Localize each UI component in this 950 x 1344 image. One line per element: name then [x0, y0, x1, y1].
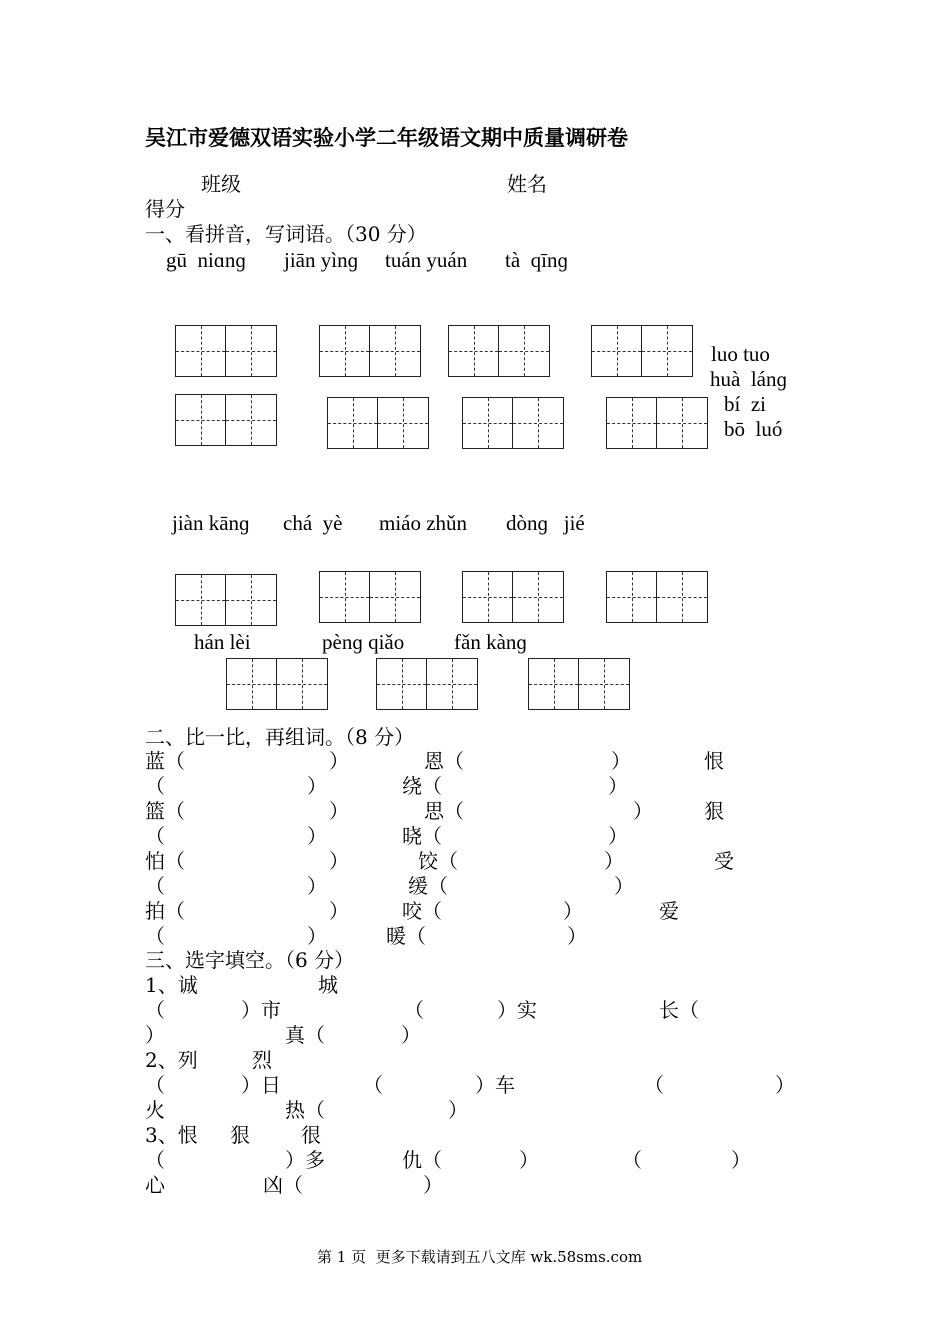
- writing-grid[interactable]: [319, 325, 421, 377]
- bracket-close: ）: [401, 1023, 421, 1047]
- pinyin-taqing: tà qīnɡ: [505, 248, 568, 272]
- word-group-char: 晓（: [402, 824, 442, 848]
- bracket-open: （: [363, 1073, 383, 1097]
- bracket-close: ）: [608, 824, 628, 848]
- bracket-close: ）: [448, 1098, 468, 1122]
- writing-grid[interactable]: [175, 325, 277, 377]
- word-group-char: 绕（: [402, 774, 442, 798]
- bracket-close: ）: [563, 899, 583, 923]
- bracket-close: ）: [329, 849, 349, 873]
- section1-heading: 一、看拼音，写词语。（30 分）: [145, 222, 427, 246]
- choice-chars: 3、恨: [145, 1123, 198, 1147]
- bracket-close: ）: [608, 774, 628, 798]
- bracket-close: ）: [329, 899, 349, 923]
- writing-grid[interactable]: [606, 397, 708, 449]
- bracket-open: （: [145, 774, 165, 798]
- pinyin-tuanyuan: tuán yuán: [385, 248, 468, 272]
- fill-word: 长（: [659, 998, 699, 1022]
- bracket-close: ）: [567, 924, 587, 948]
- writing-grid[interactable]: [462, 397, 564, 449]
- word-group-char: 思（: [424, 799, 464, 823]
- choice-chars: 2、列: [145, 1048, 198, 1072]
- writing-grid[interactable]: [606, 571, 708, 623]
- fill-word: 仇（: [402, 1148, 442, 1172]
- fill-word: 热（: [285, 1098, 325, 1122]
- pinyin-miaozhun: miáo zhǔn: [379, 511, 468, 535]
- word-group-char: 拍（: [145, 899, 185, 923]
- choice-chars: 1、诚: [145, 973, 198, 997]
- writing-grid[interactable]: [226, 658, 328, 710]
- pinyin-hanlei: hán lèi: [194, 630, 251, 654]
- word-group-char: 饺（: [418, 849, 458, 873]
- fill-word: ）市: [241, 998, 281, 1022]
- bracket-close: ）: [145, 1023, 165, 1047]
- pinyin-jiankang: jiàn kānɡ: [172, 511, 250, 535]
- pinyin-chaye: chá yè: [283, 511, 343, 535]
- pinyin-jianying: jiān yìnɡ: [284, 248, 359, 272]
- choice-chars: 狠: [230, 1123, 250, 1147]
- writing-grid[interactable]: [319, 571, 421, 623]
- pinyin-bizi: bí zi: [724, 392, 766, 416]
- bracket-open: （: [145, 824, 165, 848]
- bracket-open: （: [145, 1148, 165, 1172]
- bracket-close: ）: [519, 1148, 539, 1172]
- bracket-close: ）: [611, 749, 631, 773]
- choice-chars: 城: [318, 973, 338, 997]
- choice-chars: 烈: [252, 1048, 272, 1072]
- bracket-open: （: [145, 1073, 165, 1097]
- word-group-char: 恩（: [424, 749, 464, 773]
- fill-word: ）实: [497, 998, 537, 1022]
- pinyin-pengqiao: pènɡ qiǎo: [322, 630, 405, 654]
- bracket-open: （: [404, 998, 424, 1022]
- pinyin-dongjie: dònɡ jié: [506, 511, 585, 535]
- bracket-close: ）: [329, 799, 349, 823]
- writing-grid[interactable]: [528, 658, 630, 710]
- writing-grid[interactable]: [591, 325, 693, 377]
- bracket-close: ）: [633, 799, 653, 823]
- word-group-char: 恨: [704, 749, 724, 773]
- fill-word: ）车: [475, 1073, 515, 1097]
- bracket-close: ）: [604, 849, 624, 873]
- choice-chars: 很: [301, 1123, 321, 1147]
- writing-grid[interactable]: [327, 397, 429, 449]
- writing-grid[interactable]: [175, 574, 277, 626]
- word-group-char: 受: [714, 849, 734, 873]
- bracket-open: （: [622, 1148, 642, 1172]
- word-group-char: 怕（: [145, 849, 185, 873]
- word-group-char: 缓（: [408, 874, 448, 898]
- bracket-close: ）: [307, 924, 327, 948]
- class-label: 班级: [201, 172, 241, 196]
- word-group-char: 咬（: [402, 899, 442, 923]
- word-group-char: 爱: [659, 899, 679, 923]
- bracket-close: ）: [614, 874, 634, 898]
- pinyin-fankang: fǎn kànɡ: [454, 630, 527, 654]
- pinyin-guniang: gū niɑnɡ: [166, 248, 246, 272]
- page-title: 吴江市爱德双语实验小学二年级语文期中质量调研卷: [145, 125, 628, 150]
- writing-grid[interactable]: [376, 658, 478, 710]
- bracket-close: ）: [775, 1073, 795, 1097]
- bracket-open: （: [145, 874, 165, 898]
- bracket-open: （: [145, 998, 165, 1022]
- writing-grid[interactable]: [175, 394, 277, 446]
- bracket-open: （: [644, 1073, 664, 1097]
- bracket-close: ）: [423, 1173, 443, 1197]
- bracket-close: ）: [307, 774, 327, 798]
- pinyin-hualang: huà lánɡ: [710, 367, 787, 391]
- page-footer: 第 1 页 更多下载请到五八文库 wk.58sms.com: [317, 1248, 643, 1266]
- name-label: 姓名: [507, 172, 547, 196]
- bracket-close: ）: [307, 874, 327, 898]
- fill-word: 心: [145, 1173, 165, 1197]
- word-group-char: 蓝（: [145, 749, 185, 773]
- bracket-close: ）: [731, 1148, 751, 1172]
- writing-grid[interactable]: [462, 571, 564, 623]
- writing-grid[interactable]: [448, 325, 550, 377]
- fill-word: ）日: [241, 1073, 281, 1097]
- pinyin-boluo: bō luó: [724, 417, 783, 441]
- fill-word: ）多: [285, 1148, 325, 1172]
- fill-word: 真（: [285, 1023, 325, 1047]
- section3-heading: 三、选字填空。（6 分）: [145, 948, 355, 972]
- section2-heading: 二、比一比，再组词。（8 分）: [145, 725, 415, 749]
- pinyin-luotuo: luo tuo: [711, 342, 770, 366]
- bracket-close: ）: [329, 749, 349, 773]
- bracket-close: ）: [307, 824, 327, 848]
- word-group-char: 暖（: [386, 924, 426, 948]
- bracket-open: （: [145, 924, 165, 948]
- word-group-char: 狠: [704, 799, 724, 823]
- fill-word: 火: [145, 1098, 165, 1122]
- score-label: 得分: [145, 197, 185, 221]
- word-group-char: 篮（: [145, 799, 185, 823]
- fill-word: 凶（: [263, 1173, 303, 1197]
